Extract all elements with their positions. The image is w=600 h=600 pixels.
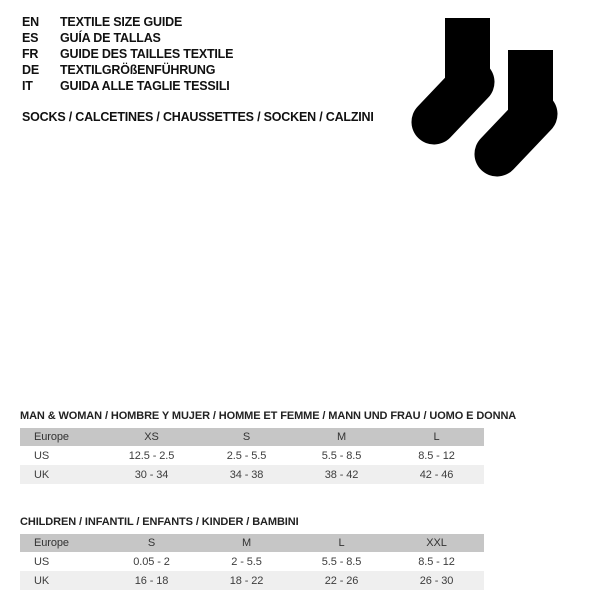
size-table-adults	[20, 410, 517, 484]
table-body	[20, 446, 484, 484]
language-code: ES	[22, 31, 39, 45]
table-title: MAN & WOMAN / HOMBRE Y MUJER / HOMME ET FEMME / MANN UND FRAU / UOMO E DONNA	[20, 410, 517, 422]
language-label: GUIDE DES TAILLES TEXTILE	[60, 47, 234, 61]
size-value: 26 - 30	[419, 574, 454, 587]
table-header-row	[20, 534, 484, 552]
size-column-header: M	[199, 534, 294, 552]
size-value: 18 - 22	[229, 574, 264, 587]
language-label: GUÍA DE TALLAS	[60, 31, 161, 45]
table-header-row	[20, 428, 484, 446]
size-table	[20, 428, 484, 484]
language-row	[22, 46, 233, 62]
size-table-children	[20, 516, 484, 590]
category-title: SOCKS / CALCETINES / CHAUSSETTES / SOCKEN / CALZINI	[22, 110, 374, 124]
language-row	[22, 62, 233, 78]
size-value: 30 - 34	[134, 468, 169, 481]
size-column-header: M	[294, 428, 389, 446]
row-label: US	[34, 555, 50, 568]
table-row	[20, 552, 484, 571]
size-value: 34 - 38	[229, 468, 264, 481]
table-header	[20, 534, 484, 552]
size-column-header: L	[294, 534, 389, 552]
language-label: TEXTILE SIZE GUIDE	[60, 15, 183, 29]
size-value: 16 - 18	[134, 574, 169, 587]
language-code: EN	[22, 15, 39, 29]
size-column-header: S	[199, 428, 294, 446]
size-value: 38 - 42	[324, 468, 359, 481]
language-row	[22, 14, 233, 30]
size-column-header: S	[104, 534, 199, 552]
region-column-header: Europe	[20, 428, 104, 446]
socks-icon	[400, 0, 600, 200]
language-list	[22, 14, 233, 94]
size-value: 22 - 26	[324, 574, 359, 587]
size-value: 12.5 - 2.5	[128, 449, 175, 462]
size-value: 0.05 - 2	[133, 555, 170, 568]
row-label: UK	[34, 468, 50, 481]
language-row	[22, 30, 233, 46]
size-value: 2.5 - 5.5	[226, 449, 267, 462]
row-label: US	[34, 449, 50, 462]
language-row	[22, 78, 233, 94]
size-value: 42 - 46	[419, 468, 454, 481]
language-code: FR	[22, 47, 39, 61]
size-column-header: XXL	[389, 534, 484, 552]
size-value: 8.5 - 12	[418, 449, 455, 462]
table-header	[20, 428, 484, 446]
size-value: 5.5 - 8.5	[321, 555, 362, 568]
table-title: CHILDREN / INFANTIL / ENFANTS / KINDER / BAMBINI	[20, 516, 299, 528]
table-body	[20, 552, 484, 590]
table-row	[20, 571, 484, 590]
language-label: GUIDA ALLE TAGLIE TESSILI	[60, 79, 230, 93]
table-row	[20, 465, 484, 484]
size-table	[20, 534, 484, 590]
size-tables	[20, 410, 517, 590]
size-value: 5.5 - 8.5	[321, 449, 362, 462]
language-label: TEXTILGRÖßENFÜHRUNG	[60, 63, 216, 77]
region-column-header: Europe	[20, 534, 104, 552]
size-column-header: L	[389, 428, 484, 446]
row-label: UK	[34, 574, 50, 587]
size-value: 2 - 5.5	[231, 555, 262, 568]
size-column-header: XS	[104, 428, 199, 446]
language-code: DE	[22, 63, 39, 77]
size-value: 8.5 - 12	[418, 555, 455, 568]
language-code: IT	[22, 79, 33, 93]
table-row	[20, 446, 484, 465]
